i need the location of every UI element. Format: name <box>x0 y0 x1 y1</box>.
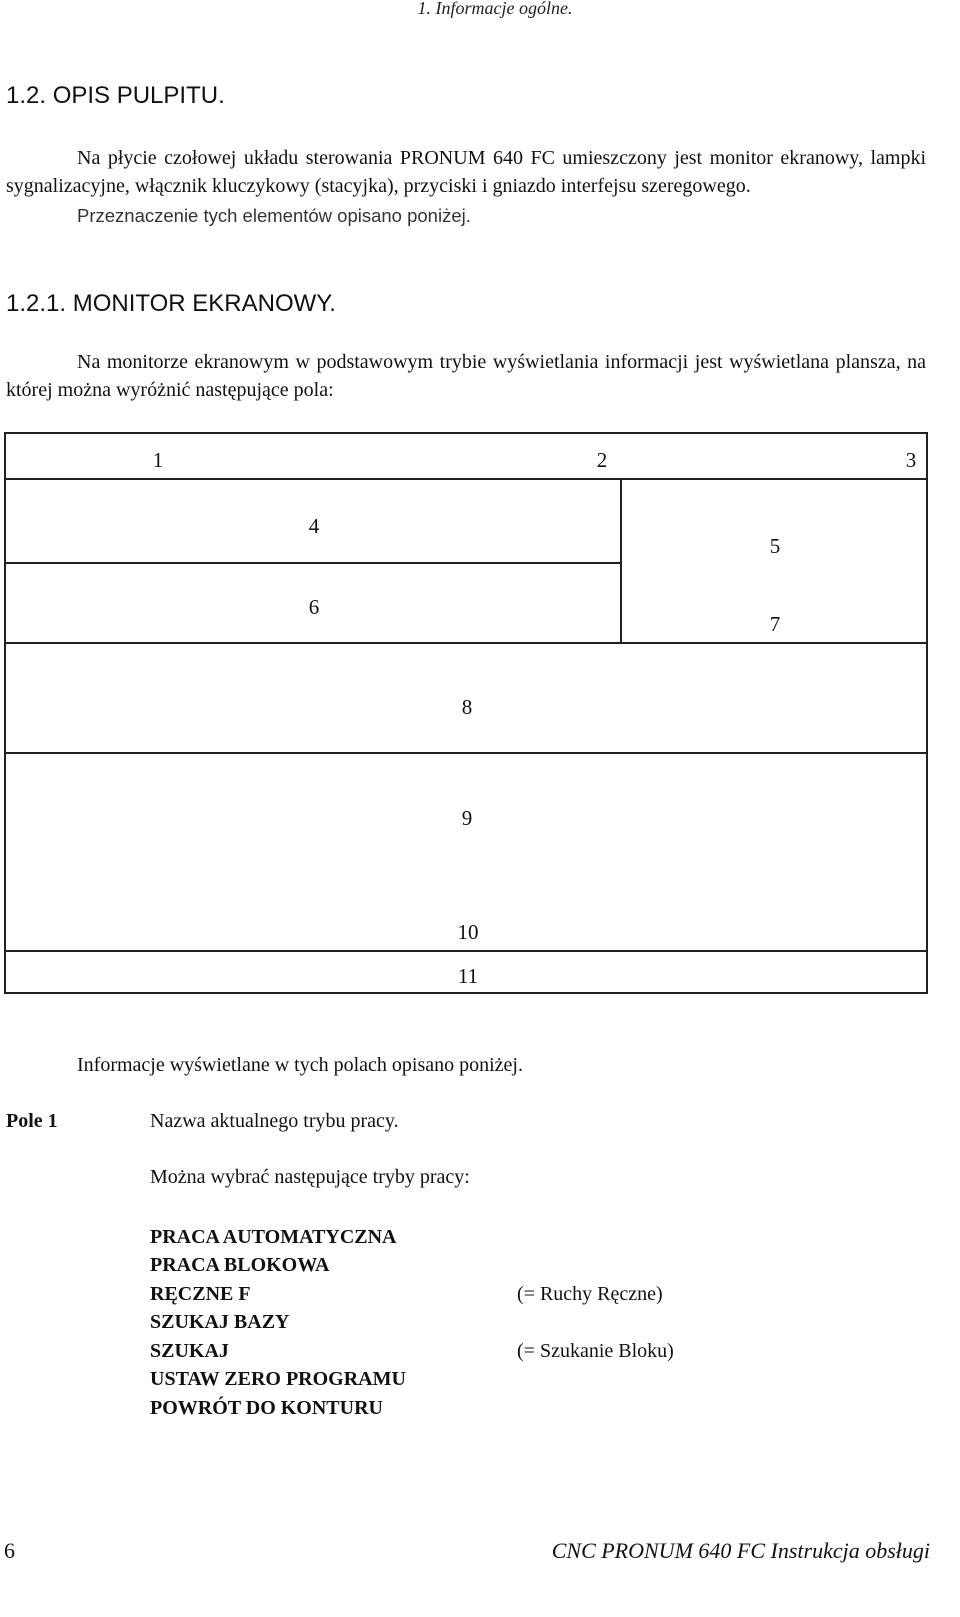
field-4-label: 4 <box>308 514 320 538</box>
mode-item: POWRÓT DO KONTURU <box>150 1397 383 1419</box>
mode-note: (= Szukanie Bloku) <box>517 1340 674 1362</box>
divider-vertical <box>620 478 622 642</box>
footer-doc-title: CNC PRONUM 640 FC Instrukcja obsługi <box>551 1538 930 1563</box>
mode-item: SZUKAJ BAZY <box>150 1311 290 1333</box>
intro-note-text: Przeznaczenie tych elementów opisano poniżej. <box>77 205 471 226</box>
field-11-label: 11 <box>457 964 479 988</box>
divider-field-9 <box>6 752 926 754</box>
mode-item: SZUKAJ <box>150 1340 229 1362</box>
field-5-label: 5 <box>769 534 781 558</box>
field-3-label: 3 <box>905 448 917 472</box>
field-9-label: 9 <box>461 806 473 830</box>
mode-note: (= Ruchy Ręczne) <box>517 1283 663 1305</box>
field-1-label: 1 <box>152 448 164 472</box>
running-header: 1. Informacje ogólne. <box>417 0 573 18</box>
intro-paragraph-text: Na płycie czołowej układu sterowania PRONUM 640 FC umieszczony jest monitor ekranowy, lampki sygnalizacyjne, włącznik kluczykowy (stacyjka), przyciski i gniazdo interfejsu szeregowego. <box>6 147 926 197</box>
section-title: 1.2. OPIS PULPITU. <box>6 82 225 109</box>
modes-intro: Można wybrać następujące tryby pracy: <box>150 1166 470 1188</box>
field-6-label: 6 <box>308 595 320 619</box>
field-8-label: 8 <box>461 695 473 719</box>
pole-1-description: Nazwa aktualnego trybu pracy. <box>150 1110 399 1132</box>
field-2-label: 2 <box>596 448 608 472</box>
mode-item: USTAW ZERO PROGRAMU <box>150 1368 406 1390</box>
intro-paragraph <box>6 144 926 200</box>
mode-item: RĘCZNE F <box>150 1283 251 1305</box>
intro-note <box>6 202 926 230</box>
divider-field-4-6 <box>6 562 620 564</box>
field-10-label: 10 <box>457 920 479 944</box>
divider-field-11 <box>6 950 926 952</box>
diagram-caption: Informacje wyświetlane w tych polach opisano poniżej. <box>77 1054 523 1076</box>
divider-field-8 <box>6 642 926 644</box>
monitor-paragraph-text: Na monitorze ekranowym w podstawowym trybie wyświetlania informacji jest wyświetlana plansza, na której można wyróżnić następujące pola: <box>6 351 926 401</box>
screen-layout-diagram <box>4 432 928 994</box>
page-number: 6 <box>4 1538 15 1563</box>
pole-1-label: Pole 1 <box>6 1110 58 1132</box>
field-7-label: 7 <box>769 612 781 636</box>
mode-item: PRACA AUTOMATYCZNA <box>150 1226 397 1248</box>
mode-item: PRACA BLOKOWA <box>150 1254 330 1276</box>
subsection-title: 1.2.1. MONITOR EKRANOWY. <box>6 290 336 317</box>
divider-header <box>6 478 926 480</box>
monitor-paragraph <box>6 348 926 404</box>
